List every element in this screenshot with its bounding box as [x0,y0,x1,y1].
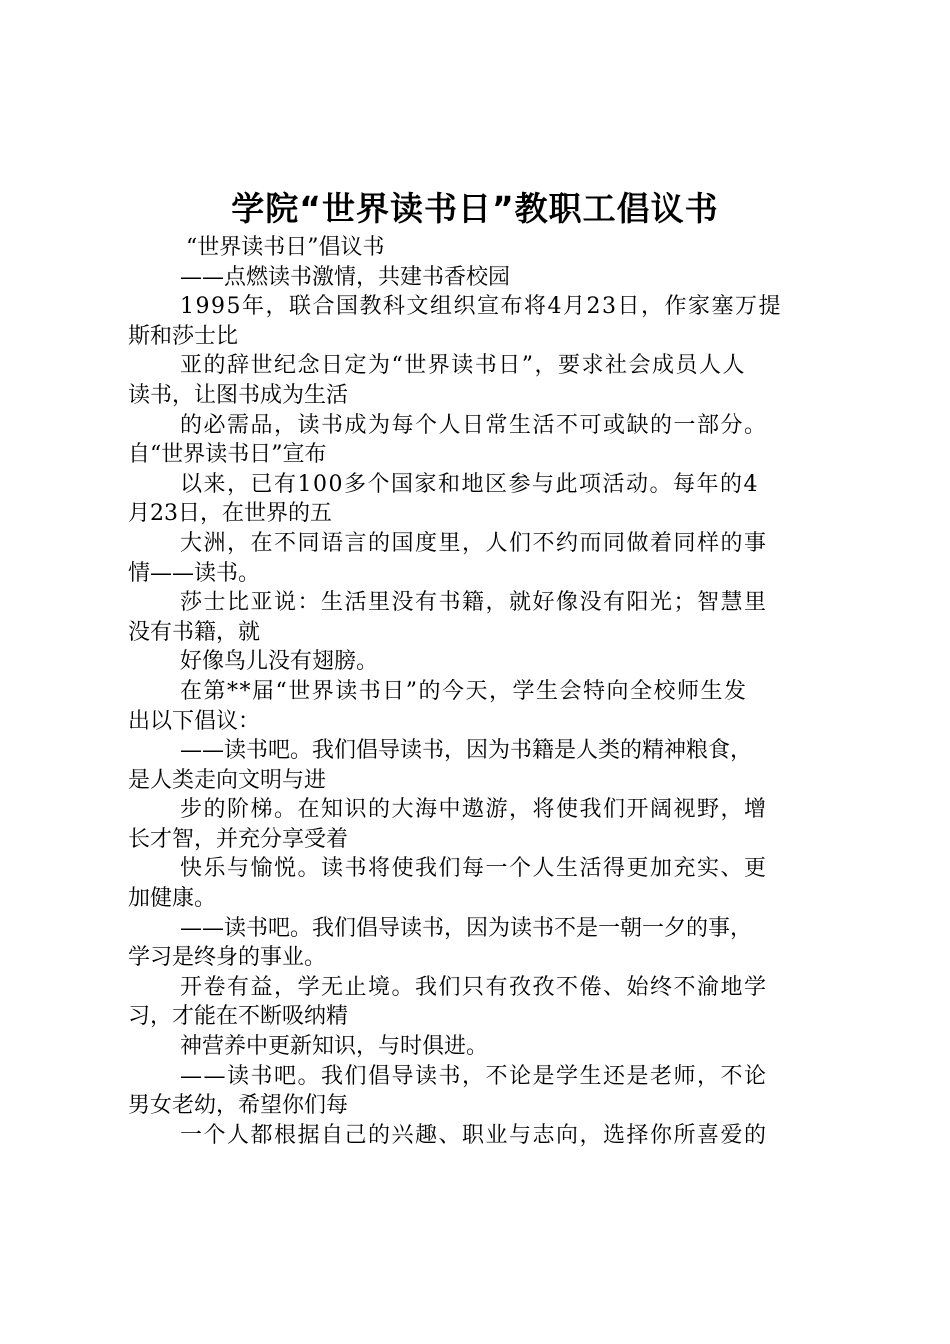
document-title: 学院“世界读书日”教职工倡议书 [231,189,719,228]
text-line: 好像鸟儿没有翅膀。 [180,649,379,675]
text-line: 加健康。 [128,886,217,912]
text-line: 月23日，在世界的五 [128,501,332,527]
text-line: 习，才能在不断吸纳精 [128,1004,349,1030]
text-line: 一个人都根据自己的兴趣、职业与志向，选择你所喜爱的 [180,1122,768,1148]
text-line: 学习是终身的事业。 [128,945,327,971]
text-line: 1995年，联合国教科文组织宣布将4月23日，作家塞万提 [180,294,782,320]
text-line: 开卷有益，学无止境。我们只有孜孜不倦、始终不渝地学 [180,974,768,1000]
text-line: 快乐与愉悦。读书将使我们每一个人生活得更加充实、更 [180,856,768,882]
text-line: 在第**届“世界读书日”的今天，学生会特向全校师生发 [180,678,748,704]
text-line: 自“世界读书日”宣布 [128,442,327,468]
text-line: 出以下倡议： [128,708,261,734]
text-line: 长才智，并充分享受着 [128,826,349,852]
text-line: 情——读书。 [128,560,261,586]
text-line: 没有书籍，就 [128,619,261,645]
text-line: 读书，让图书成为生活 [128,382,349,408]
slogan-line: ——点燃读书激情，共建书香校园 [180,264,511,290]
text-line: 斯和莎士比 [128,323,239,349]
text-line: 是人类走向文明与进 [128,767,327,793]
text-line: 神营养中更新知识，与时俱进。 [180,1034,489,1060]
text-line: 大洲，在不同语言的国度里，人们不约而同做着同样的事 [180,530,768,556]
text-line: 以来，已有100多个国家和地区参与此项活动。每年的4 [180,471,759,497]
text-line: ——读书吧。我们倡导读书，因为书籍是人类的精神粮食， [180,738,753,764]
subtitle-line: “世界读书日”倡议书 [186,235,385,260]
text-line: ——读书吧。我们倡导读书，不论是学生还是老师，不论 [180,1063,768,1089]
text-line: 亚的辞世纪念日定为“世界读书日”，要求社会成员人人 [180,353,746,379]
text-line: 步的阶梯。在知识的大海中遨游，将使我们开阔视野，增 [180,797,768,823]
text-line: 莎士比亚说：生活里没有书籍，就好像没有阳光；智慧里 [180,590,768,616]
text-line: ——读书吧。我们倡导读书，因为读书不是一朝一夕的事， [180,915,753,941]
text-line: 男女老幼，希望你们每 [128,1093,349,1119]
document-body [128,233,838,1150]
text-line: 的必需品，读书成为每个人日常生活不可或缺的一部分。 [180,412,768,438]
